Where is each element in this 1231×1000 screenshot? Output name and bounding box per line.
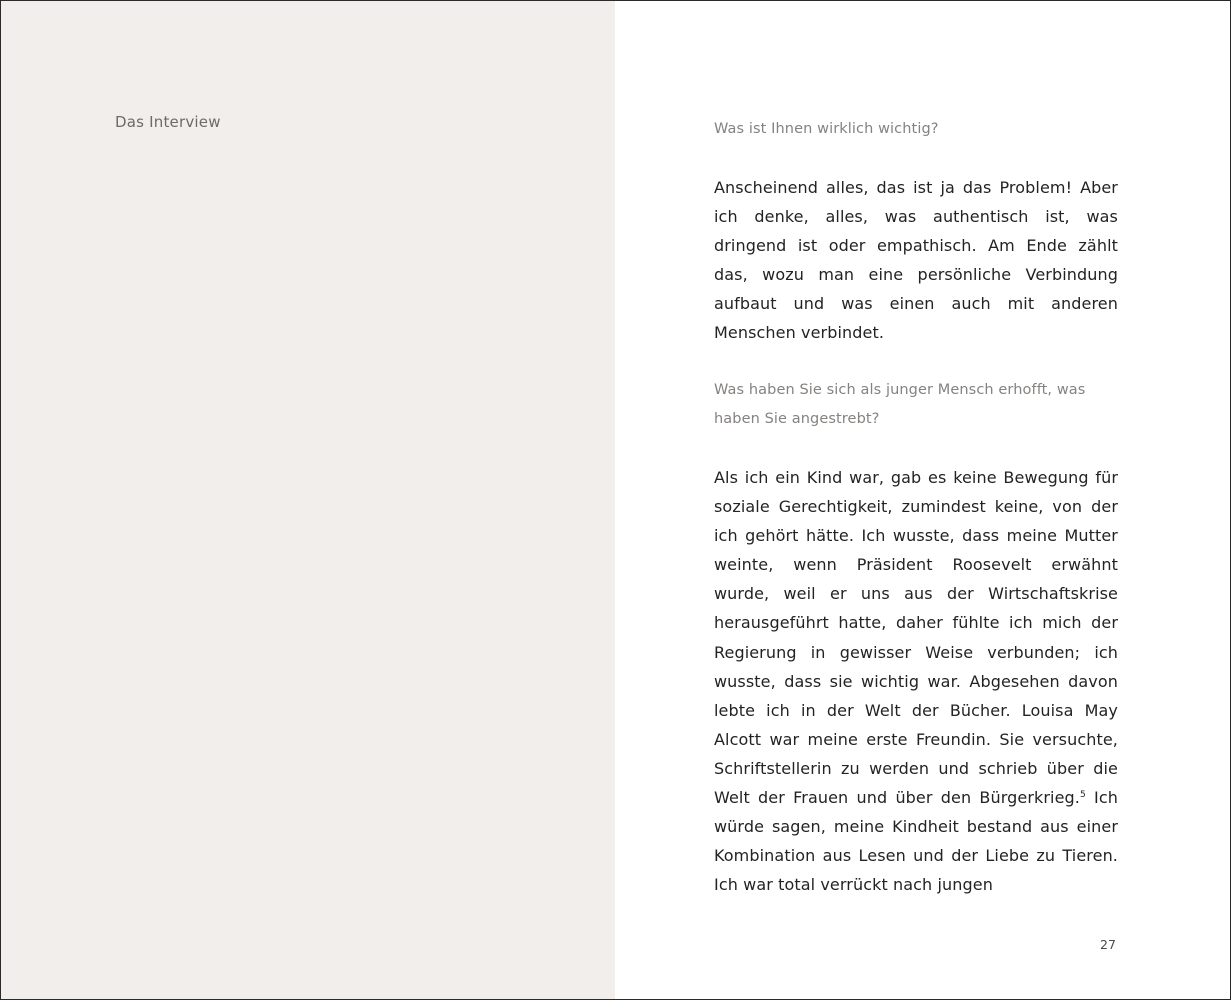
interview-question: Was haben Sie sich als junger Mensch erhofft, was haben Sie angestrebt? bbox=[714, 382, 1086, 427]
left-page bbox=[1, 1, 615, 999]
interview-answer: Anscheinend alles, das ist ja das Problem! Aber ich denke, alles, was authentisch ist, was dringend ist oder empathisch. Am Ende zählt das, wozu man eine persönliche Verbindung aufbaut und was einen auch mit anderen Menschen verbindet. bbox=[714, 178, 1118, 343]
footnote-marker: 5 bbox=[1079, 790, 1086, 801]
right-page bbox=[615, 1, 1230, 999]
running-header: Das Interview bbox=[115, 113, 221, 131]
answer-text: Als ich ein Kind war, gab es keine Bewegung für soziale Gerechtigkeit, zumindest keine, von der ich gehört hätte. Ich wusste, dass meine Mutter weinte, wenn Präsident Roosevelt erwähnt wurde, weil er uns aus der Wirtschaftskrise herausgeführt hatte, daher fühlte ich mich der Regierung in gewisser Weise verbunden; ich wusste, dass sie wichtig war. Abgesehen davon lebte ich in der Welt der Bücher. Louisa May Alcott war meine erste Freundin. Sie versuchte, Schriftstellerin zu werden und schrieb über die Welt der Frauen und über den Bürgerkrieg. bbox=[714, 468, 1118, 808]
answer-text-continued: Ich würde sagen, meine Kindheit bestand aus einer Kombination aus Lesen und der Liebe zu Tieren. Ich war total verrückt nach jungen bbox=[714, 788, 1118, 895]
interview-answer bbox=[714, 463, 1118, 899]
interview-question: Was ist Ihnen wirklich wichtig? bbox=[714, 121, 939, 137]
page-number: 27 bbox=[1100, 937, 1116, 952]
